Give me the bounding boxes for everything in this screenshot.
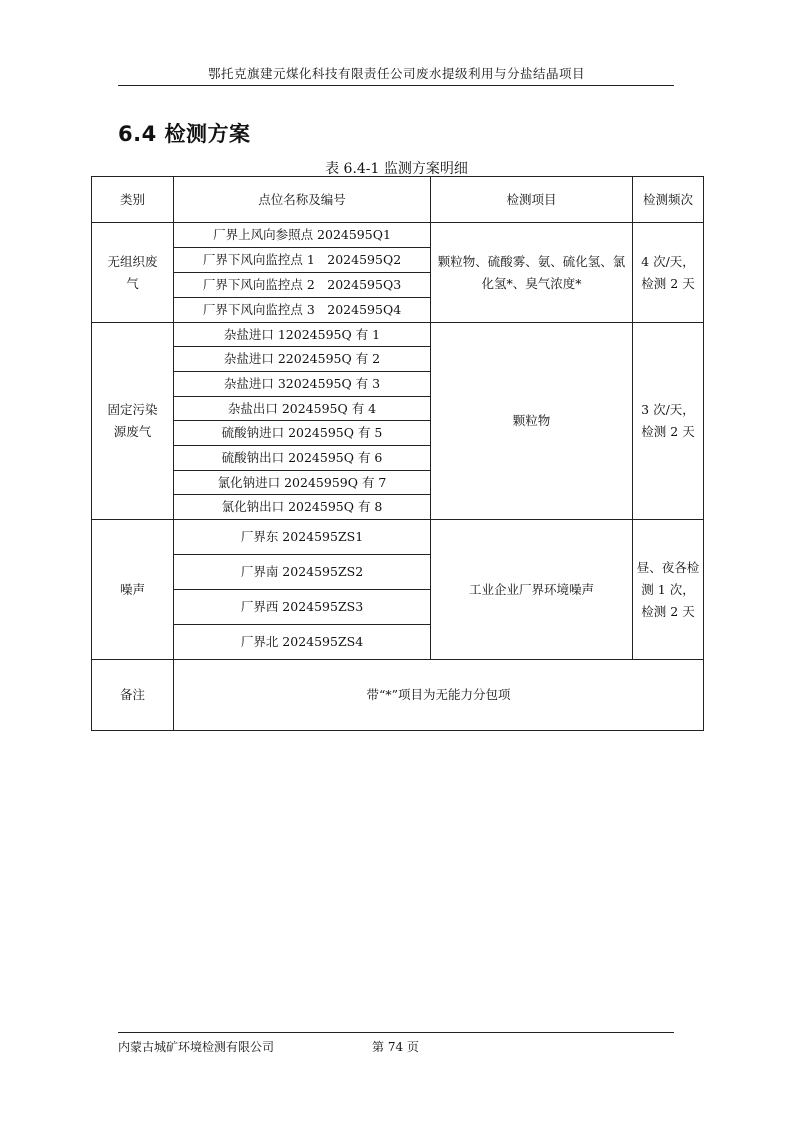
category-cell: 噪声 — [92, 520, 174, 660]
point-cell: 氯化钠进口 20245959Q 有 7 — [174, 471, 431, 495]
header-category: 类别 — [92, 177, 174, 223]
table-row — [92, 323, 704, 347]
point-cell: 杂盐进口 22024595Q 有 2 — [174, 347, 431, 372]
category-cell: 无组织废气 — [92, 223, 174, 323]
table-header-row — [92, 177, 704, 223]
point-cell: 杂盐进口 12024595Q 有 1 — [174, 323, 431, 347]
frequency-cell: 昼、夜各检测 1 次，检测 2 天 — [633, 520, 704, 660]
point-cell: 硫酸钠进口 2024595Q 有 5 — [174, 421, 431, 446]
monitoring-plan-table — [91, 176, 704, 731]
header-items: 检测项目 — [431, 177, 633, 223]
frequency-cell: 4 次/天，检测 2 天 — [633, 223, 704, 323]
point-cell: 厂界南 2024595ZS2 — [174, 555, 431, 590]
point-cell: 杂盐进口 32024595Q 有 3 — [174, 372, 431, 397]
footer-rule — [118, 1032, 674, 1033]
point-cell: 厂界下风向监控点 3 2024595Q4 — [174, 298, 431, 323]
items-cell: 颗粒物 — [431, 323, 633, 520]
section-heading: 6.4 检测方案 — [118, 122, 251, 146]
point-cell: 氯化钠出口 2024595Q 有 8 — [174, 495, 431, 520]
point-cell: 厂界上风向参照点 2024595Q1 — [174, 223, 431, 248]
category-cell: 固定污染源废气 — [92, 323, 174, 520]
table-row — [92, 520, 704, 555]
point-cell: 厂界西 2024595ZS3 — [174, 590, 431, 625]
header-points: 点位名称及编号 — [174, 177, 431, 223]
page-header-title: 鄂托克旗建元煤化科技有限责任公司废水提级利用与分盐结晶项目 — [207, 66, 585, 81]
remark-label: 备注 — [92, 660, 174, 731]
header-rule — [118, 85, 674, 86]
footer-company: 内蒙古城矿环境检测有限公司 — [118, 1040, 275, 1054]
point-cell: 厂界东 2024595ZS1 — [174, 520, 431, 555]
remark-text: 带“*”项目为无能力分包项 — [174, 660, 704, 731]
point-cell: 硫酸钠出口 2024595Q 有 6 — [174, 446, 431, 471]
point-cell: 厂界北 2024595ZS4 — [174, 625, 431, 660]
items-cell: 工业企业厂界环境噪声 — [431, 520, 633, 660]
table-caption: 表 6.4-1 监测方案明细 — [325, 161, 468, 177]
frequency-cell: 3 次/天，检测 2 天 — [633, 323, 704, 520]
point-cell: 杂盐出口 2024595Q 有 4 — [174, 397, 431, 421]
items-cell: 颗粒物、硫酸雾、氨、硫化氢、氯化氢*、臭气浓度* — [431, 223, 633, 323]
header-frequency: 检测频次 — [633, 177, 704, 223]
table-row — [92, 223, 704, 248]
remark-row — [92, 660, 704, 731]
point-cell: 厂界下风向监控点 2 2024595Q3 — [174, 273, 431, 298]
point-cell: 厂界下风向监控点 1 2024595Q2 — [174, 248, 431, 273]
footer-page-number: 第 74 页 — [372, 1040, 419, 1054]
